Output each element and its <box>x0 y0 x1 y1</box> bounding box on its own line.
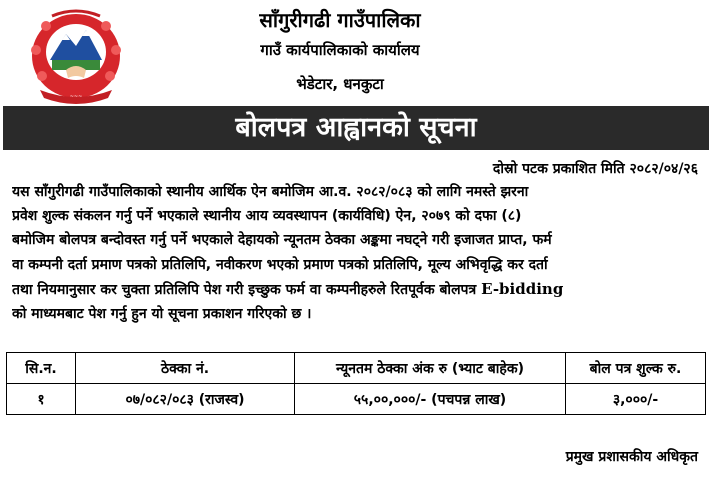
col-header-min-amount: न्यूनतम ठेक्का अंक रु (भ्याट बाहेक) <box>295 353 566 384</box>
published-date: दोस्रो पटक प्रकाशित मिति २०८२/०४/२६ <box>492 161 698 177</box>
svg-text:~~~: ~~~ <box>69 94 83 100</box>
col-header-contract-no: ठेक्का नं. <box>76 353 295 384</box>
signatory-title: प्रमुख प्रशासकीय अधिकृत <box>565 449 698 465</box>
body-line: वा कम्पनी दर्ता प्रमाण पत्रको प्रतिलिपि, नवीकरण भएको प्रमाण पत्रको प्रतिलिपि, मूल्य अभिवृद्धि कर दर्ता <box>12 256 548 273</box>
cell-min-amount: ५५,००,०००/- (पचपन्न लाख) <box>295 384 566 415</box>
cell-fee: ३,०००/- <box>566 384 706 415</box>
body-line: प्रवेश शुल्क संकलन गर्नु पर्ने भएकाले स्थानीय आय व्यवस्थापन (कार्यविधि) ऐन, २०७९ को दफा (८) <box>12 208 522 225</box>
body-line: तथा नियमानुसार कर चुक्ता प्रतिलिपि पेश गरी इच्छुक फर्म वा कम्पनीहरुले रितपूर्वक बोलपत्र <box>12 281 477 298</box>
col-header-serial: सि.न. <box>7 353 76 384</box>
office-name: गाउँ कार्यपालिकाको कार्यालय <box>260 41 420 59</box>
body-line: बमोजिम बोलपत्र बन्दोवस्त गर्नु पर्ने भएकाले देहायको न्यूनतम ठेक्का अङ्कमा नघट्ने गरी इजाजत प्राप्त, फर्म <box>12 232 552 249</box>
body-line: यस साँगुरीगढी गाउँपालिकाको स्थानीय आर्थिक ऐन बमोजिम आ.व. २०८२/०८३ को लागि नमस्ते झरना <box>12 184 529 200</box>
tender-table <box>6 352 706 415</box>
table-header-row <box>7 353 706 384</box>
col-header-fee: बोल पत्र शुल्क रु. <box>566 353 706 384</box>
body-line: को माध्यमबाट पेश गर्नु हुन यो सूचना प्रकाशन गरिएको छ । <box>12 306 312 323</box>
ebidding-term: E-bidding <box>481 279 564 298</box>
notice-body <box>12 180 700 326</box>
cell-serial: १ <box>7 384 76 415</box>
cell-contract-no: ०७/०८२/०८३ (राजस्व) <box>76 384 295 415</box>
body-line-with-ebidding <box>12 277 700 302</box>
municipality-name: साँगुरीगढी गाउँपालिका <box>259 8 421 32</box>
notice-title-banner: बोलपत्र आह्वानको सूचना <box>3 106 709 150</box>
office-location: भेडेटार, धनकुटा <box>296 75 384 93</box>
table-row <box>7 384 706 415</box>
nepal-emblem-icon <box>22 4 130 104</box>
